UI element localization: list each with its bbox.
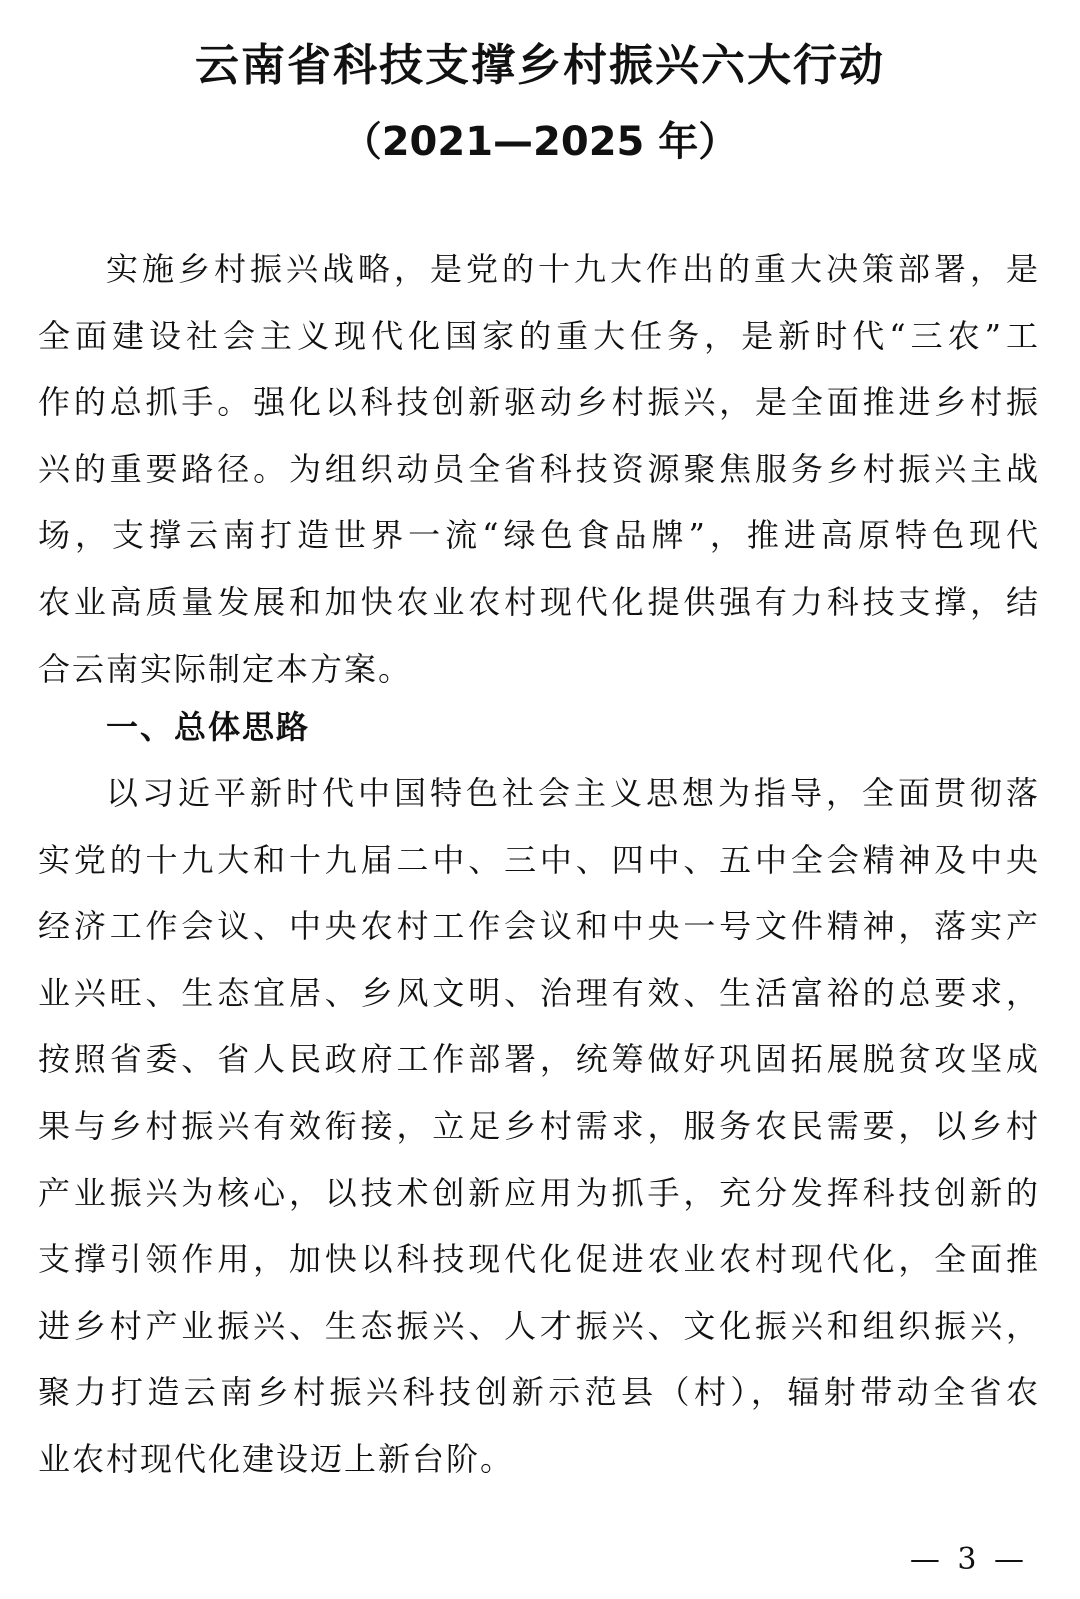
section-line: 经济工作会议、中央农村工作会议和中央一号文件精神，落实产 [38, 907, 1040, 946]
intro-line: 实施乡村振兴战略，是党的十九大作出的重大决策部署，是 [106, 250, 1040, 288]
section-line: 聚力打造云南乡村振兴科技创新示范县（村），辐射带动全省农 [38, 1373, 1040, 1412]
intro-line: 农业高质量发展和加快农业农村现代化提供强有力科技支撑，结 [38, 582, 1040, 621]
section-line: 进乡村产业振兴、生态振兴、人才振兴、文化振兴和组织振兴， [38, 1306, 1040, 1345]
page-number: — 3 — [909, 1542, 1028, 1577]
intro-line: 兴的重要路径。为组织动员全省科技资源聚焦服务乡村振兴主战 [38, 449, 1040, 488]
section-line: 产业振兴为核心，以技术创新应用为抓手，充分发挥科技创新的 [38, 1173, 1040, 1212]
intro-line: 作的总抓手。强化以科技创新驱动乡村振兴，是全面推进乡村振 [38, 383, 1040, 422]
section-line: 果与乡村振兴有效衔接，立足乡村需求，服务农民需要，以乡村 [38, 1106, 1040, 1145]
section-line: 按照省委、省人民政府工作部署，统筹做好巩固拓展脱贫攻坚成 [38, 1040, 1040, 1079]
section-line: 实党的十九大和十九届二中、三中、四中、五中全会精神及中央 [38, 840, 1040, 879]
section-line: 业兴旺、生态宜居、乡风文明、治理有效、生活富裕的总要求， [38, 973, 1040, 1012]
intro-line: 合云南实际制定本方案。 [38, 649, 413, 688]
intro-paragraph [38, 236, 1040, 702]
section-paragraph [38, 760, 1040, 1493]
section-line: 业农村现代化建设迈上新台阶。 [38, 1439, 515, 1478]
section-line: 支撑引领作用，加快以科技现代化促进农业农村现代化，全面推 [38, 1240, 1040, 1279]
intro-line: 场，支撑云南打造世界一流“绿色食品牌”，推进高原特色现代 [38, 516, 1040, 555]
section-line: 以习近平新时代中国特色社会主义思想为指导，全面贯彻落 [106, 774, 1040, 812]
section-heading: 一、总体思路 [106, 708, 311, 746]
document-title: 云南省科技支撑乡村振兴六大行动 [195, 40, 885, 91]
document-subtitle: （2021—2025 年） [341, 119, 739, 165]
intro-line: 全面建设社会主义现代化国家的重大任务，是新时代“三农”工 [38, 316, 1040, 355]
